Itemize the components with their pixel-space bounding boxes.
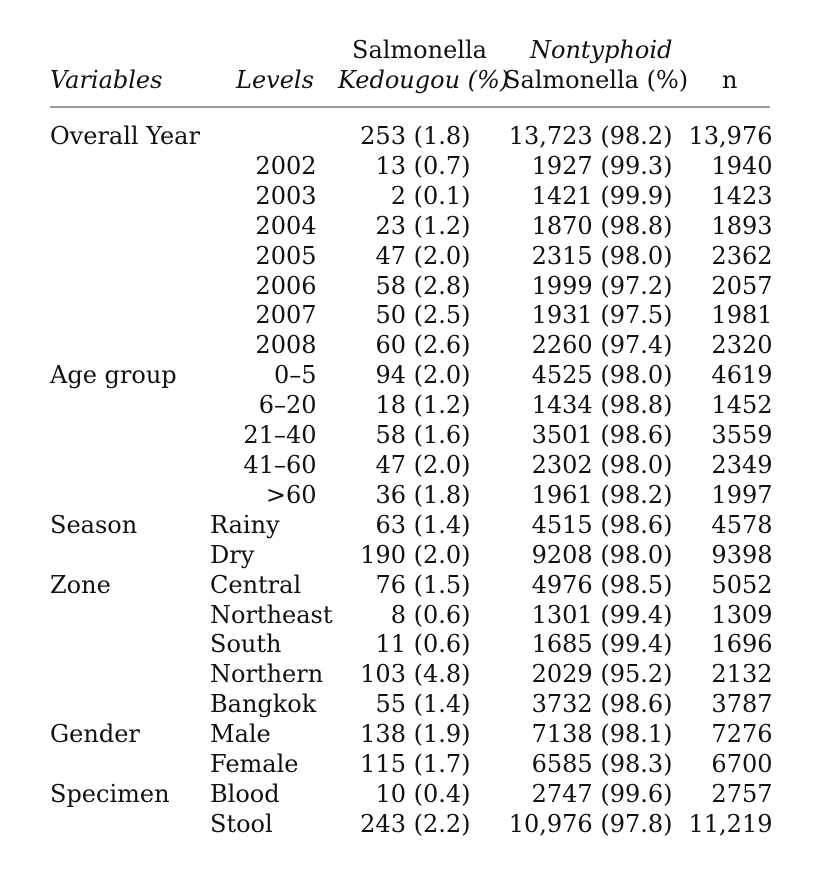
cell-level: 2002 [255,151,317,180]
cell-variable: Season [50,510,138,539]
header-levels: Levels [236,66,314,94]
cell-level: Bangkok [210,690,317,719]
cell-kedougou: 36 (1.8) [375,480,471,509]
table-row [50,810,773,840]
table-row [50,152,773,182]
cell-level: Male [210,720,271,749]
cell-level [210,122,333,152]
cell-kedougou: 58 (1.6) [375,421,471,450]
cell-nontyphoid: 2315 (98.0) [531,241,673,270]
table-row [50,660,773,690]
cell-kedougou: 10 (0.4) [375,779,471,808]
cell-kedougou: 138 (1.9) [360,720,471,749]
table-row [50,571,773,601]
cell-level: >60 [265,480,317,509]
cell-variable [50,182,210,212]
cell-variable [50,660,210,690]
cell-kedougou: 47 (2.0) [375,241,471,270]
cell-level: 2005 [255,241,317,270]
cell-nontyphoid: 1421 (99.9) [531,181,673,210]
cell-nontyphoid: 1931 (97.5) [531,301,673,330]
cell-nontyphoid: 4515 (98.6) [531,510,673,539]
cell-variable [50,451,210,481]
cell-nontyphoid: 6585 (98.3) [531,750,673,779]
cell-nontyphoid: 9208 (98.0) [531,540,673,569]
cell-n: 1997 [711,480,773,509]
table-row [50,391,773,421]
cell-n: 2320 [711,331,773,360]
cell-level: 41–60 [243,450,317,479]
cell-kedougou: 23 (1.2) [375,211,471,240]
cell-variable: Zone [50,570,111,599]
cell-variable [50,331,210,361]
cell-n: 3559 [711,421,773,450]
cell-variable [50,152,210,182]
table-row [50,630,773,660]
cell-kedougou: 18 (1.2) [375,391,471,420]
cell-n: 2132 [711,660,773,689]
cell-kedougou: 2 (0.1) [390,181,471,210]
cell-nontyphoid: 2029 (95.2) [531,660,673,689]
cell-nontyphoid: 10,976 (97.8) [508,809,673,838]
cell-variable [50,750,210,780]
table-row [50,690,773,720]
table-row [50,242,773,272]
cell-nontyphoid: 13,723 (98.2) [508,122,673,150]
cell-level: 21–40 [243,421,317,450]
cell-n: 2349 [711,450,773,479]
cell-variable [50,301,210,331]
cell-variable [50,690,210,720]
cell-variable [50,421,210,451]
cell-kedougou: 76 (1.5) [375,570,471,599]
cell-variable [50,481,210,511]
cell-variable [50,601,210,631]
cell-level: Dry [210,540,255,569]
table-row [50,750,773,780]
cell-level: South [210,630,282,659]
cell-n: 2057 [711,271,773,300]
cell-level: 2004 [255,211,317,240]
table-row [50,720,773,750]
cell-n: 4619 [711,361,773,390]
cell-variable: Gender [50,720,140,749]
cell-nontyphoid: 2260 (97.4) [531,331,673,360]
cell-nontyphoid: 3501 (98.6) [531,421,673,450]
cell-variable [50,810,210,840]
cell-n: 1696 [711,630,773,659]
cell-kedougou: 8 (0.6) [390,600,471,629]
cell-n: 3787 [711,690,773,719]
cell-n: 1423 [711,181,773,210]
cell-level: Northern [210,660,324,689]
table-row [50,272,773,302]
cell-kedougou: 115 (1.7) [360,750,471,779]
cell-level: 2007 [255,301,317,330]
cell-level: Central [210,570,302,599]
cell-level: 6–20 [258,391,317,420]
cell-kedougou: 253 (1.8) [360,122,471,150]
header-nontyphoid-line1: Nontyphoid [530,36,673,64]
cell-nontyphoid: 1927 (99.3) [531,151,673,180]
cell-nontyphoid: 2302 (98.0) [531,450,673,479]
table-row [50,301,773,331]
cell-kedougou: 55 (1.4) [375,690,471,719]
cell-n: 1309 [711,600,773,629]
cell-nontyphoid: 3732 (98.6) [531,690,673,719]
table-row [50,182,773,212]
cell-variable: Age group [50,361,177,390]
data-table [50,122,773,840]
table-row [50,421,773,451]
cell-level: 2006 [255,271,317,300]
cell-nontyphoid: 1870 (98.8) [531,211,673,240]
cell-kedougou: 243 (2.2) [360,809,471,838]
cell-variable [50,272,210,302]
cell-kedougou: 11 (0.6) [375,630,471,659]
cell-n: 9398 [711,540,773,569]
table-row [50,511,773,541]
cell-level: Female [210,750,299,779]
cell-level: Blood [210,779,280,808]
cell-kedougou: 58 (2.8) [375,271,471,300]
cell-kedougou: 13 (0.7) [375,151,471,180]
cell-variable [50,242,210,272]
cell-n: 13,976 [688,122,773,150]
cell-n: 1893 [711,211,773,240]
cell-n: 4578 [711,510,773,539]
header-rule [50,106,770,108]
cell-level: Rainy [210,510,280,539]
header-kedougou-line2: Kedougou (%) [338,66,510,94]
table-row [50,601,773,631]
table-row [50,780,773,810]
cell-level: 2008 [255,331,317,360]
cell-kedougou: 103 (4.8) [360,660,471,689]
cell-variable: Overall Year [50,122,200,150]
table-row [50,541,773,571]
cell-nontyphoid: 1961 (98.2) [531,480,673,509]
cell-n: 2757 [711,779,773,808]
cell-n: 2362 [711,241,773,270]
cell-kedougou: 50 (2.5) [375,301,471,330]
cell-variable: Specimen [50,779,170,808]
table-header [50,36,770,100]
header-kedougou-line1: Salmonella [352,36,487,64]
cell-level: 0–5 [273,361,317,390]
cell-n: 11,219 [688,809,773,838]
table-row [50,331,773,361]
cell-n: 1940 [711,151,773,180]
cell-variable [50,212,210,242]
cell-n: 6700 [711,750,773,779]
cell-nontyphoid: 1434 (98.8) [531,391,673,420]
cell-nontyphoid: 7138 (98.1) [531,720,673,749]
cell-variable [50,630,210,660]
cell-nontyphoid: 1999 (97.2) [531,271,673,300]
table-row [50,451,773,481]
table-row [50,122,773,152]
cell-nontyphoid: 4525 (98.0) [531,361,673,390]
cell-n: 1452 [711,391,773,420]
cell-level: Northeast [210,600,333,629]
cell-n: 1981 [711,301,773,330]
cell-kedougou: 190 (2.0) [360,540,471,569]
header-n: n [722,66,738,94]
table-row [50,361,773,391]
table-row [50,212,773,242]
cell-n: 7276 [711,720,773,749]
cell-n: 5052 [711,570,773,599]
cell-kedougou: 94 (2.0) [375,361,471,390]
cell-nontyphoid: 1301 (99.4) [531,600,673,629]
cell-nontyphoid: 1685 (99.4) [531,630,673,659]
cell-level: 2003 [255,181,317,210]
cell-variable [50,541,210,571]
header-variables: Variables [50,66,163,94]
cell-nontyphoid: 4976 (98.5) [531,570,673,599]
cell-kedougou: 60 (2.6) [375,331,471,360]
cell-kedougou: 63 (1.4) [375,510,471,539]
header-nontyphoid-line2: Salmonella (%) [504,66,689,94]
cell-kedougou: 47 (2.0) [375,450,471,479]
table-row [50,481,773,511]
cell-nontyphoid: 2747 (99.6) [531,779,673,808]
cell-variable [50,391,210,421]
cell-level: Stool [210,809,273,838]
